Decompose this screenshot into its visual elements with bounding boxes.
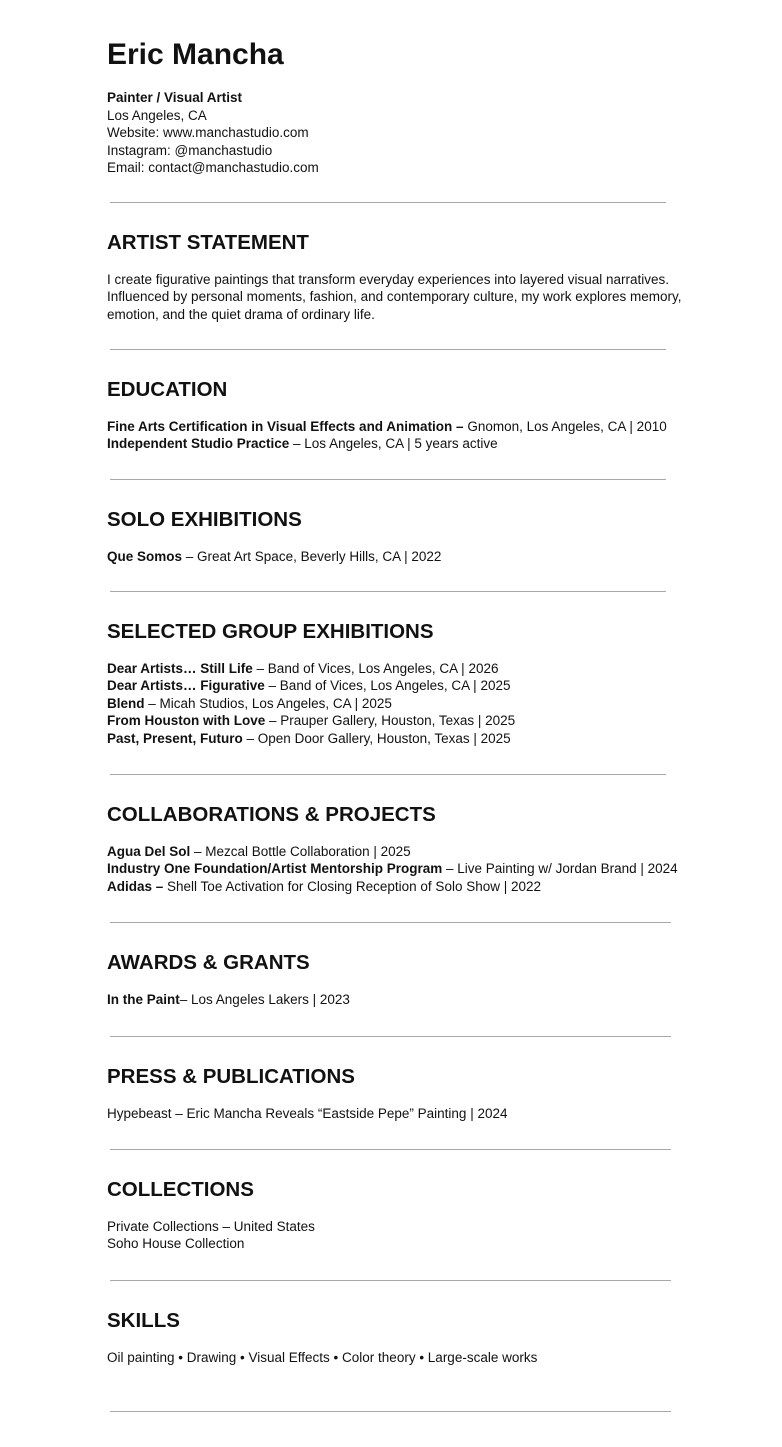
list-item: Past, Present, Futuro – Open Door Gallery, Houston, Texas | 2025: [107, 730, 511, 746]
section-artist-statement: [107, 230, 687, 323]
divider: [110, 1280, 671, 1281]
list-item: Dear Artists… Figurative – Band of Vices, Los Angeles, CA | 2025: [107, 678, 511, 694]
divider: [110, 349, 666, 350]
list-item: In the Paint– Los Angeles Lakers | 2023: [107, 992, 350, 1007]
section-heading: PRESS & PUBLICATIONS: [107, 1065, 355, 1088]
list-item: Adidas – Shell Toe Activation for Closing Reception of Solo Show | 2022: [107, 878, 542, 894]
artist-title: Painter / Visual Artist: [107, 90, 243, 105]
section-collections: [107, 1177, 687, 1253]
divider: [110, 202, 666, 203]
divider: [110, 1149, 671, 1150]
list-item: Fine Arts Certification in Visual Effects and Animation – Gnomon, Los Angeles, CA | 2010: [107, 419, 667, 434]
email-link[interactable]: Email: contact@manchastudio.com: [107, 160, 319, 175]
contact-block: [107, 89, 319, 177]
section-heading: ARTIST STATEMENT: [107, 231, 309, 254]
divider: [110, 591, 666, 592]
list-item: Soho House Collection: [107, 1236, 245, 1252]
section-group-exhibitions: [107, 619, 687, 747]
website-link[interactable]: Website: www.manchastudio.com: [107, 125, 309, 140]
section-awards: [107, 950, 687, 1008]
statement-text: I create figurative paintings that transform everyday experiences into layered visual narratives. Influenced by personal moments, fashion, and contemporary culture, my work explores memory, emotion, and the quiet drama of ordinary life.: [107, 272, 682, 322]
divider: [110, 922, 671, 923]
section-collaborations: [107, 802, 687, 895]
section-heading: EDUCATION: [107, 378, 228, 401]
divider: [110, 1036, 671, 1037]
divider: [110, 774, 666, 775]
section-press: [107, 1064, 687, 1122]
section-heading: SELECTED GROUP EXHIBITIONS: [107, 620, 434, 643]
list-item: Independent Studio Practice – Los Angeles, CA | 5 years active: [107, 436, 498, 452]
divider: [110, 479, 666, 480]
section-heading: COLLECTIONS: [107, 1178, 254, 1201]
list-item: Hypebeast – Eric Mancha Reveals “Eastside Pepe” Painting | 2024: [107, 1106, 508, 1121]
section-heading: COLLABORATIONS & PROJECTS: [107, 803, 436, 826]
divider: [110, 1411, 671, 1412]
location: Los Angeles, CA: [107, 107, 207, 123]
section-heading: AWARDS & GRANTS: [107, 951, 310, 974]
list-item: Private Collections – United States: [107, 1219, 315, 1234]
section-education: [107, 377, 687, 453]
artist-name: Eric Mancha: [107, 38, 284, 71]
list-item: Blend – Micah Studios, Los Angeles, CA | 2025: [107, 695, 392, 711]
skills-list: Oil painting • Drawing • Visual Effects • Color theory • Large-scale works: [107, 1350, 538, 1365]
instagram-link[interactable]: Instagram: @manchastudio: [107, 142, 273, 158]
section-heading: SKILLS: [107, 1309, 180, 1332]
list-item: Que Somos – Great Art Space, Beverly Hills, CA | 2022: [107, 549, 442, 564]
list-item: Dear Artists… Still Life – Band of Vices, Los Angeles, CA | 2026: [107, 661, 499, 676]
list-item: Industry One Foundation/Artist Mentorship Program – Live Painting w/ Jordan Brand | 2024: [107, 861, 678, 877]
list-item: From Houston with Love – Prauper Gallery, Houston, Texas | 2025: [107, 713, 516, 729]
list-item: Agua Del Sol – Mezcal Bottle Collaboration | 2025: [107, 844, 411, 859]
section-heading: SOLO EXHIBITIONS: [107, 508, 302, 531]
section-solo-exhibitions: [107, 507, 687, 565]
section-skills: [107, 1308, 687, 1366]
